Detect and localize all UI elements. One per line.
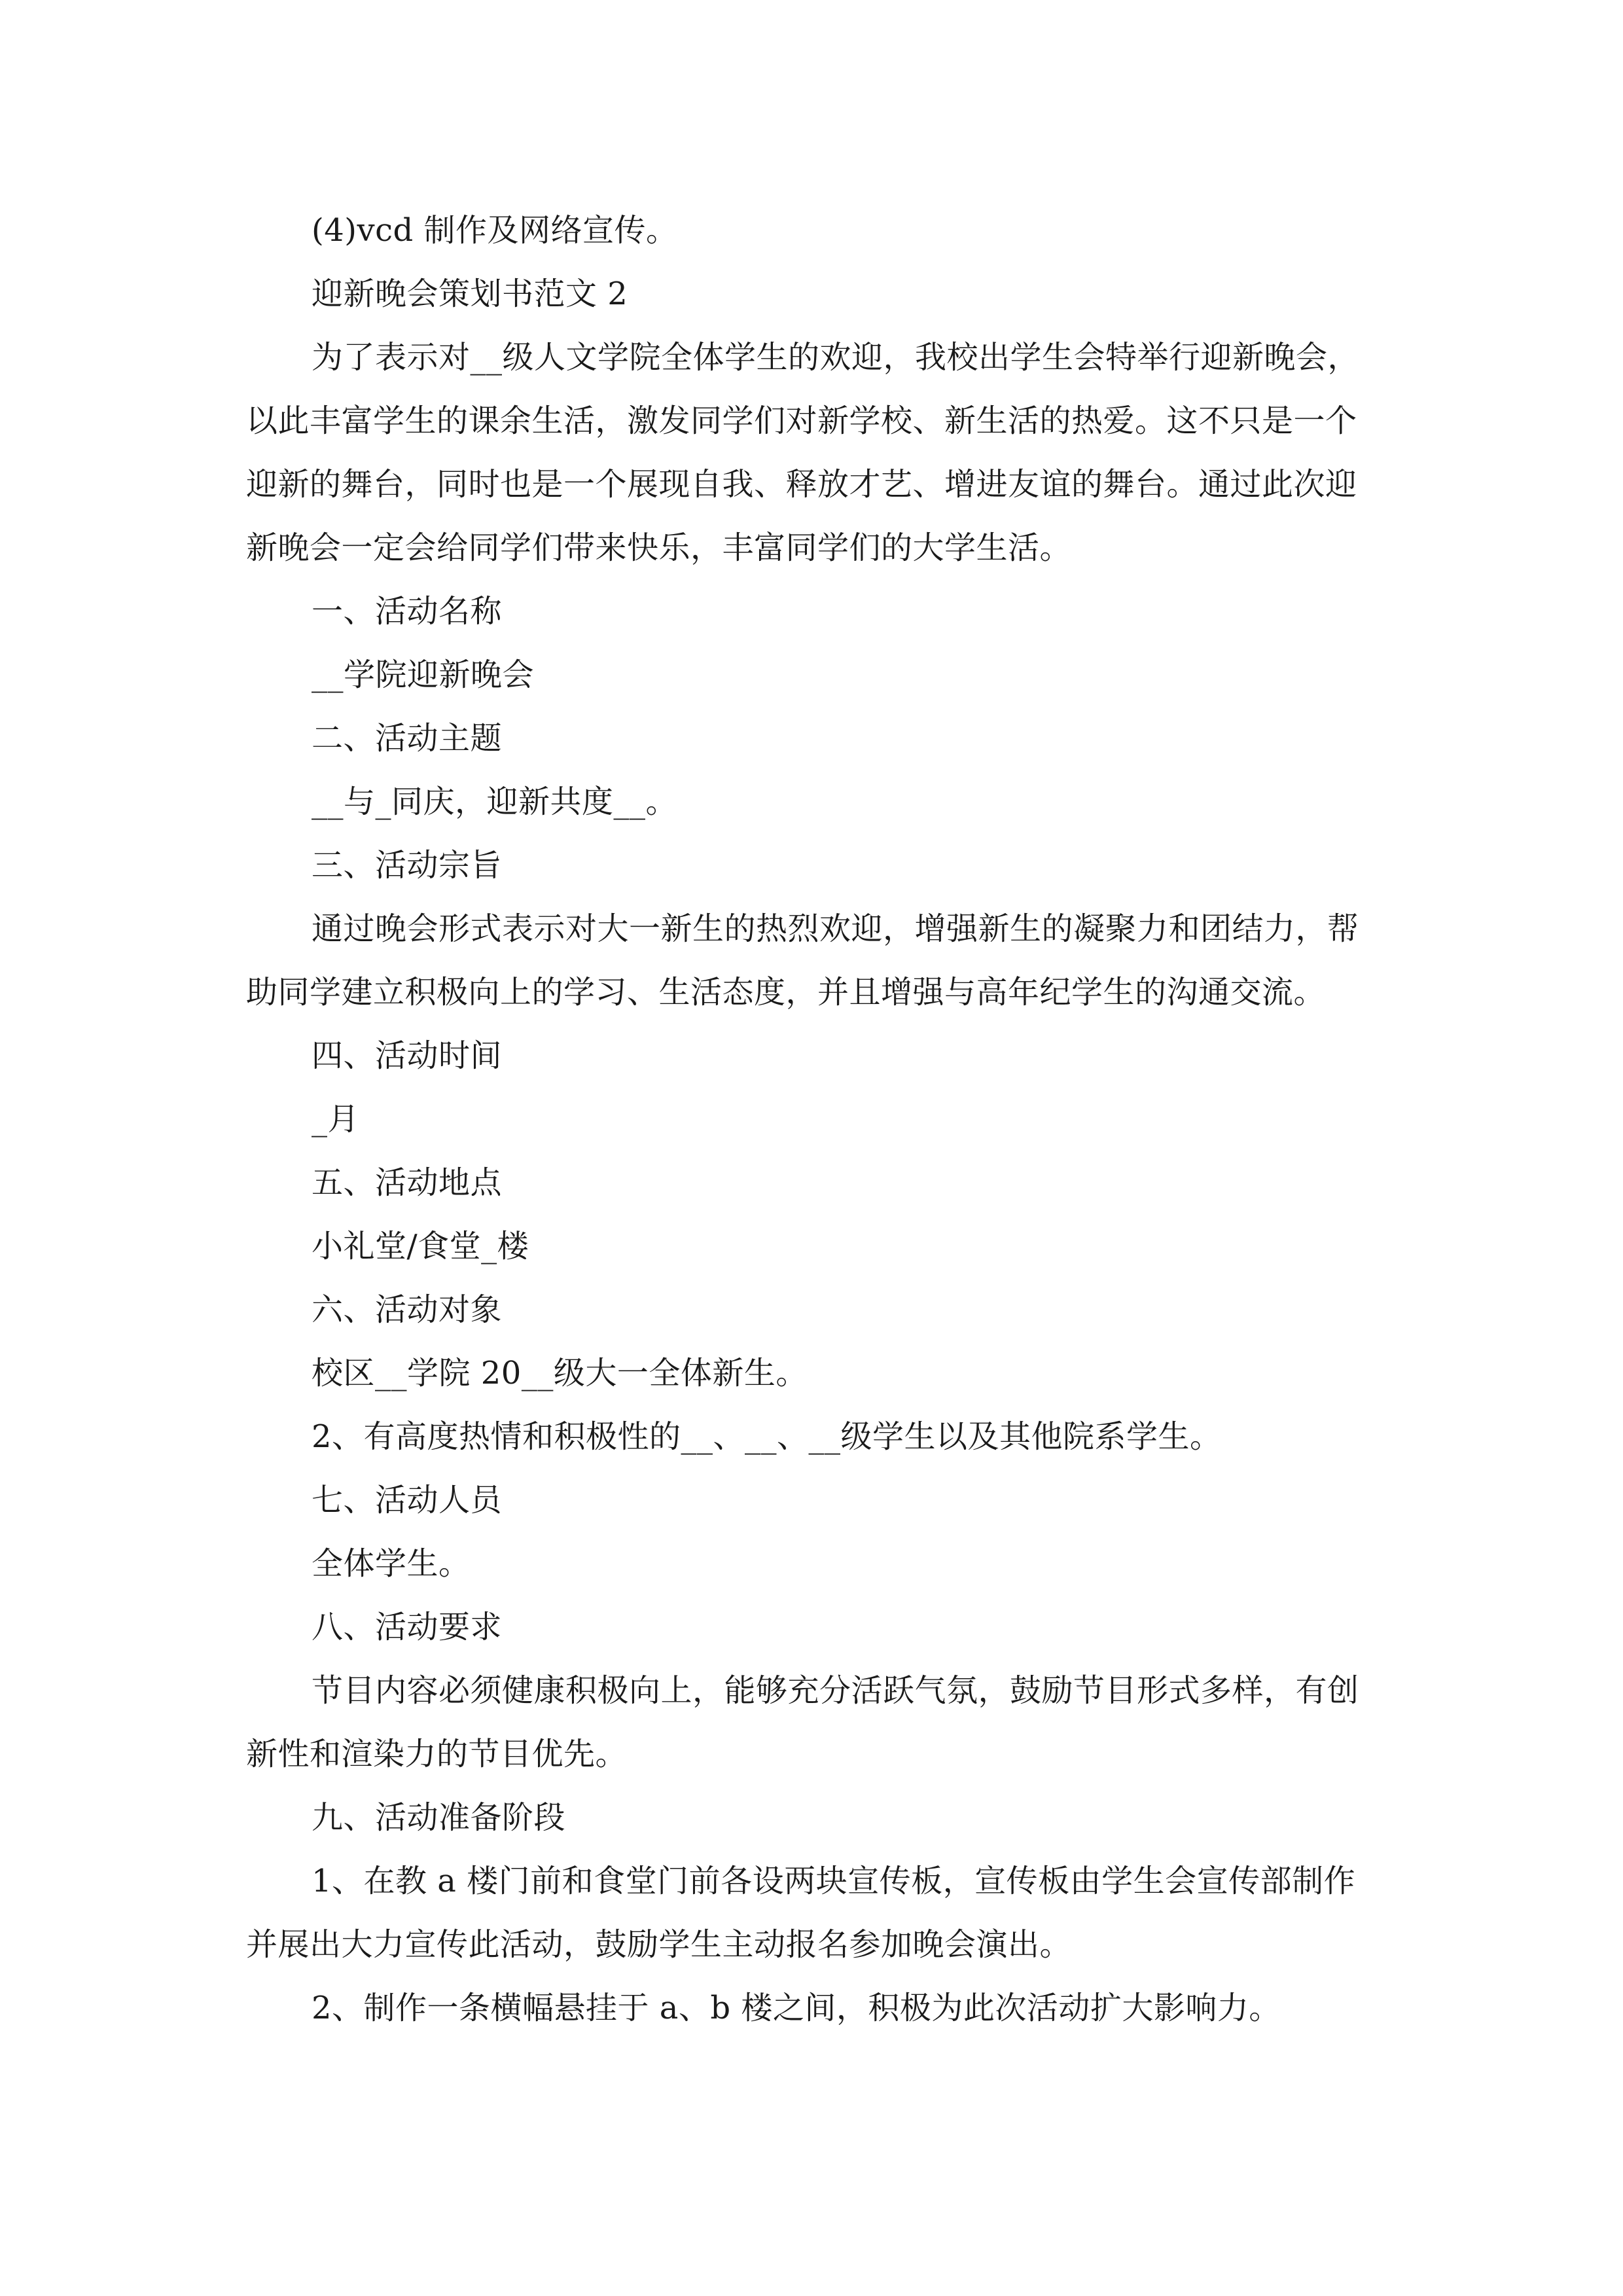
section-heading: 九、活动准备阶段 (312, 1799, 566, 1836)
text-line: __学院迎新晚会 (312, 656, 535, 693)
text-line: 新晚会一定会给同学们带来快乐，丰富同学们的大学生活。 (246, 529, 1072, 566)
section-heading: 一、活动名称 (312, 593, 503, 630)
text-line: 新性和渲染力的节目优先。 (246, 1736, 628, 1772)
text-line: 通过晚会形式表示对大一新生的热烈欢迎，增强新生的凝聚力和团结力，帮 (312, 910, 1359, 947)
text-line: 节目内容必须健康积极向上，能够充分活跃气氛，鼓励节目形式多样，有创 (312, 1672, 1359, 1709)
section-heading: 三、活动宗旨 (312, 847, 503, 884)
text-line: (4)vcd 制作及网络宣传。 (312, 212, 678, 249)
text-line: 以此丰富学生的课余生活，激发同学们对新学校、新生活的热爱。这不只是一个 (246, 403, 1357, 439)
text-line: 助同学建立积极向上的学习、生活态度，并且增强与高年纪学生的沟通交流。 (246, 974, 1326, 1011)
document-body (246, 199, 1378, 2040)
section-heading: 迎新晚会策划书范文 2 (312, 276, 628, 312)
text-line: 为了表示对__级人文学院全体学生的欢迎，我校出学生会特举行迎新晚会， (312, 339, 1360, 376)
text-line: 小礼堂/食堂_楼 (312, 1228, 529, 1265)
section-heading: 六、活动对象 (312, 1291, 503, 1328)
text-line: 并展出大力宣传此活动，鼓励学生主动报名参加晚会演出。 (246, 1926, 1072, 1963)
section-heading: 五、活动地点 (312, 1164, 503, 1201)
text-line: 迎新的舞台，同时也是一个展现自我、释放才艺、增进友谊的舞台。通过此次迎 (246, 466, 1357, 503)
text-line: _月 (312, 1101, 360, 1138)
text-line: 2、制作一条横幅悬挂于 a、b 楼之间，积极为此次活动扩大影响力。 (312, 1990, 1281, 2026)
text-line: __与_同庆，迎新共度__。 (312, 783, 678, 820)
text-line: 校区__学院 20__级大一全体新生。 (312, 1355, 808, 1391)
text-line: 1、在教 a 楼门前和食堂门前各设两块宣传板，宣传板由学生会宣传部制作 (312, 1863, 1356, 1899)
section-heading: 二、活动主题 (312, 720, 503, 757)
section-heading: 七、活动人员 (312, 1482, 503, 1518)
text-line: 2、有高度热情和积极性的__、__、__级学生以及其他院系学生。 (312, 1418, 1222, 1455)
section-heading: 四、活动时间 (312, 1037, 503, 1074)
section-heading: 八、活动要求 (312, 1609, 503, 1645)
text-line: 全体学生。 (312, 1545, 471, 1582)
